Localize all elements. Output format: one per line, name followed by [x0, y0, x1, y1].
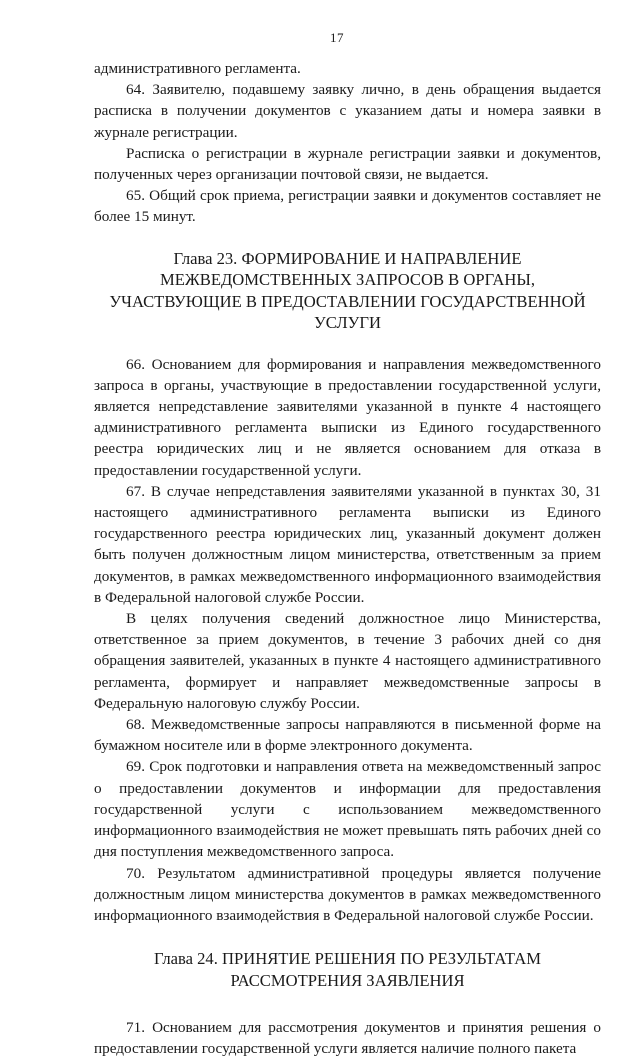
paragraph-64: 64. Заявителю, подавшему заявку лично, в день обращения выдается расписка в получении документов с указанием даты и номера заявки в журнале регистрации. [94, 81, 601, 141]
chapter-24-heading: Глава 24. ПРИНЯТИЕ РЕШЕНИЯ ПО РЕЗУЛЬТАТАМ РАССМОТРЕНИЯ ЗАЯВЛЕНИЯ [154, 949, 541, 990]
paragraph-65: 65. Общий срок приема, регистрации заявки и документов составляет не более 15 минут. [94, 187, 601, 226]
paragraph-receipt: Расписка о регистрации в журнале регистрации заявки и документов, полученных через организации почтовой связи, не выдается. [94, 144, 601, 184]
document-body [94, 58, 601, 1060]
paragraph-66: 66. Основанием для формирования и направления межведомственного запроса в органы, участвующие в предоставлении государственной услуги, является непредставление заявителями указанной в пункте 4 настоящего административного регламента выписки из Единого государственного реестра юридических лиц и не является основанием для отказа в предоставлении государственной услуги. [94, 355, 601, 479]
paragraph-continuation: административного регламента. [94, 60, 301, 77]
paragraph-71: 71. Основанием для рассмотрения документов и принятия решения о предоставлении государственной услуги является наличие полного пакета [94, 1019, 601, 1058]
chapter-23-heading: Глава 23. ФОРМИРОВАНИЕ И НАПРАВЛЕНИЕ МЕЖВЕДОМСТВЕННЫХ ЗАПРОСОВ В ОРГАНЫ, УЧАСТВУЮЩИЕ В ПРЕДОСТАВЛЕНИИ ГОСУДАРСТВЕННОЙ УСЛУГИ [109, 248, 586, 333]
paragraph-68: 68. Межведомственные запросы направляются в письменной форме на бумажном носителе или в форме электронного документа. [94, 716, 601, 755]
paragraph-67: 67. В случае непредставления заявителями указанной в пунктах 30, 31 настоящего административного регламента выписки из Единого государственного реестра юридических лиц, указанный документ должен быть получен должностным лицом министерства, ответственным за прием документов, в рамках межведомственного информационного взаимодействия в Федеральной налоговой службе России. [94, 482, 601, 606]
paragraph-70: 70. Результатом административной процедуры является получение должностным лицом министерства документов в рамках межведомственного информационного взаимодействия в Федеральной налоговой службе России. [94, 864, 601, 924]
paragraph-info-request: В целях получения сведений должностное лицо Министерства, ответственное за прием документов, в течение 3 рабочих дней со дня обращения заявителей, указанных в пункте 4 настоящего административного регламента, формирует и направляет межведомственные запросы в Федеральную налоговую службу России. [94, 610, 601, 712]
page-number: 17 [330, 30, 344, 45]
paragraph-69: 69. Срок подготовки и направления ответа на межведомственный запрос о предоставлении документов и информации для предоставления государственной услуги с использованием межведомственного информационного взаимодействия не может превышать пять рабочих дней со дня поступления межведомственного запроса. [94, 758, 601, 861]
